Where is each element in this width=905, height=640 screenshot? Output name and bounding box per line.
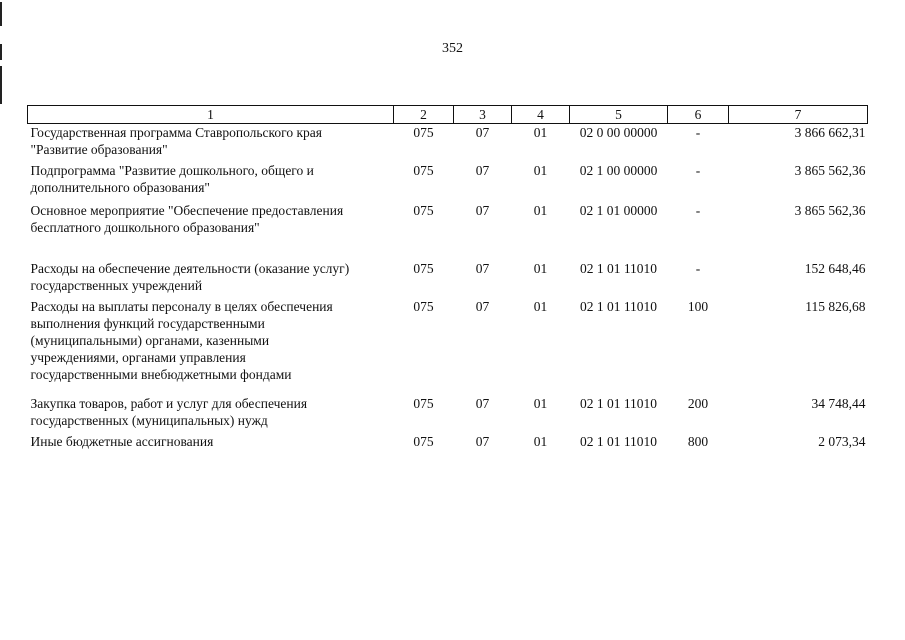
cell-col6: -: [695, 163, 701, 178]
row-name-line: Иные бюджетные ассигнования: [30, 434, 214, 449]
row-name-line: государственных учреждений: [30, 278, 203, 293]
cell-col7-amount: 152 648,46: [804, 261, 866, 276]
cell-col5: 02 1 00 00000: [579, 163, 658, 178]
cell-col2: 075: [413, 203, 434, 218]
cell-col4: 01: [533, 396, 548, 411]
scan-edge-mark-top: [0, 2, 2, 26]
cell-col5: 02 0 00 00000: [579, 125, 658, 140]
cell-col2: 075: [413, 261, 434, 276]
row-name: [28, 433, 394, 453]
scan-edge-mark-lower: [0, 66, 2, 104]
header-col-7: 7: [729, 106, 868, 124]
cell-col4: 01: [533, 299, 548, 314]
cell-col2: 075: [413, 396, 434, 411]
cell-col7-amount: 34 748,44: [811, 396, 866, 411]
table-row: [28, 162, 868, 202]
row-name: [28, 202, 394, 260]
header-col-1: 1: [28, 106, 394, 124]
row-name-line: Государственная программа Ставропольского края: [30, 125, 322, 140]
table-row: [28, 202, 868, 260]
row-name-line: Закупка товаров, работ и услуг для обеспечения: [30, 396, 308, 411]
header-row: [28, 106, 868, 124]
row-name-line: Подпрограмма "Развитие дошкольного, общего и: [30, 163, 314, 178]
cell-col3: 07: [475, 163, 490, 178]
cell-col4: 01: [533, 434, 548, 449]
row-name-line: учреждениями, органами управления: [30, 350, 246, 365]
header-col-4: 4: [512, 106, 570, 124]
cell-col4: 01: [533, 261, 548, 276]
cell-col2: 075: [413, 125, 434, 140]
table-row: [28, 298, 868, 395]
cell-col5: 02 1 01 11010: [579, 261, 658, 276]
cell-col7-amount: 3 865 562,36: [794, 203, 866, 218]
cell-col5: 02 1 01 11010: [579, 396, 658, 411]
cell-col2: 075: [413, 163, 434, 178]
table-row: [28, 260, 868, 298]
row-name-line: "Развитие образования": [30, 142, 168, 157]
table-row: [28, 395, 868, 433]
cell-col7-amount: 2 073,34: [818, 434, 866, 449]
cell-col3: 07: [475, 299, 490, 314]
cell-col3: 07: [475, 125, 490, 140]
table-row: [28, 433, 868, 453]
cell-col6: -: [695, 261, 701, 276]
cell-col4: 01: [533, 163, 548, 178]
cell-col6: 200: [687, 396, 709, 411]
row-name-line: выполнения функций государственными: [30, 316, 265, 331]
cell-col3: 07: [475, 434, 490, 449]
cell-col4: 01: [533, 125, 548, 140]
cell-col3: 07: [475, 261, 490, 276]
row-name: [28, 124, 394, 163]
cell-col6: 800: [687, 434, 709, 449]
row-name: [28, 260, 394, 298]
row-name: [28, 298, 394, 395]
row-name-line: Расходы на обеспечение деятельности (оказание услуг): [30, 261, 350, 276]
table-header: [28, 106, 868, 124]
cell-col3: 07: [475, 396, 490, 411]
row-name-line: (муниципальными) органами, казенными: [30, 333, 270, 348]
cell-col3: 07: [475, 203, 490, 218]
cell-col5: 02 1 01 00000: [579, 203, 658, 218]
page-number: 352: [442, 41, 463, 56]
header-col-5: 5: [570, 106, 668, 124]
cell-col4: 01: [533, 203, 548, 218]
cell-col6: -: [695, 125, 701, 140]
row-name: [28, 395, 394, 433]
row-name-line: Расходы на выплаты персоналу в целях обеспечения: [30, 299, 333, 314]
table-row: [28, 124, 868, 163]
cell-col6: -: [695, 203, 701, 218]
cell-col7-amount: 3 866 662,31: [794, 125, 866, 140]
table-body: [28, 124, 868, 454]
row-name-line: государственных (муниципальных) нужд: [30, 413, 268, 428]
row-name-line: государственными внебюджетными фондами: [30, 367, 292, 382]
row-name-line: дополнительного образования": [30, 180, 210, 195]
header-col-2: 2: [394, 106, 454, 124]
row-name-line: бесплатного дошкольного образования": [30, 220, 260, 235]
row-name: [28, 162, 394, 202]
cell-col6: 100: [687, 299, 709, 314]
cell-col7-amount: 3 865 562,36: [794, 163, 866, 178]
cell-col5: 02 1 01 11010: [579, 299, 658, 314]
cell-col7-amount: 115 826,68: [805, 299, 866, 314]
budget-allocation-table: [27, 105, 868, 453]
row-name-line: Основное мероприятие "Обеспечение предоставления: [30, 203, 344, 218]
header-col-6: 6: [668, 106, 729, 124]
cell-col5: 02 1 01 11010: [579, 434, 658, 449]
header-col-3: 3: [454, 106, 512, 124]
cell-col2: 075: [413, 299, 434, 314]
cell-col2: 075: [413, 434, 434, 449]
